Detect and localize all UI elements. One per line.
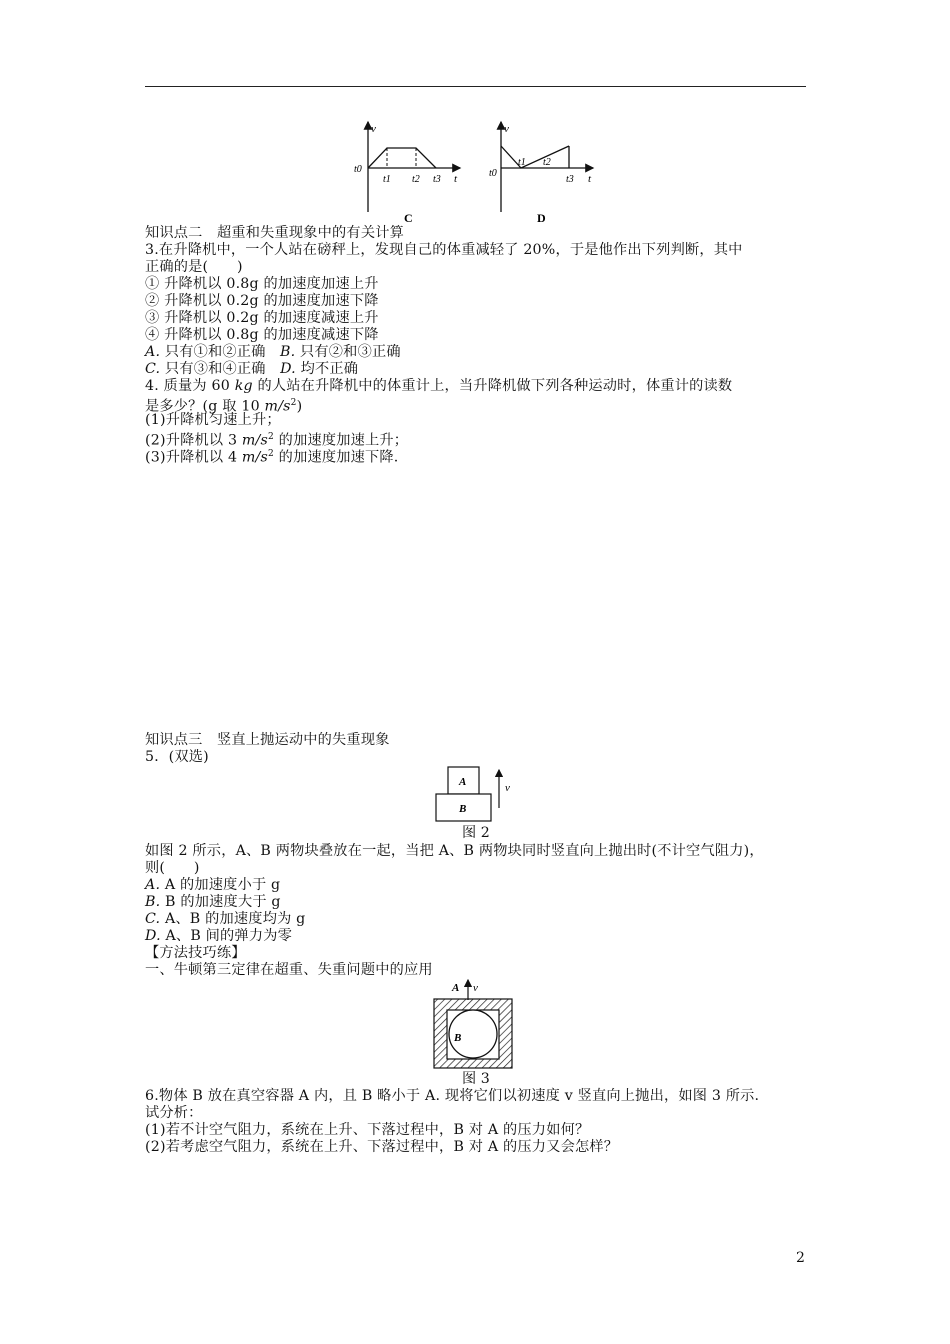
block-a-label: A [459,776,467,788]
graph-d-caption: D [537,211,546,225]
q4-sub1: (1)升降机匀速上升； [145,412,281,428]
q4-text: 是多少？(g 取 10 [145,398,265,415]
q3-item-4: ④ 升降机以 0.8g 的加速度减速下降 [145,327,379,343]
ball-b-label: B [454,1032,462,1044]
t1-label: t1 [383,174,391,185]
q5-option-b: B 的加速度大于 g [160,894,281,910]
figure-2-stacked-blocks [432,764,522,824]
q3-stem-line2: 正确的是( ) [145,259,243,275]
q3-item-1: ① 升降机以 0.8g 的加速度加速上升 [145,276,379,292]
q4-stem-line1 [145,378,732,395]
q5-option-a-letter: A. [145,877,161,893]
header-rule [145,86,806,87]
q3-option-c: 只有③和④正确 [160,361,281,377]
q6-stem-line1: 6.物体 B 放在真空容器 A 内，且 B 略小于 A. 现将它们以初速度 v 竖直向上抛出，如图 3 所示. [145,1088,760,1104]
figure-3-container-ball [430,978,520,1070]
q5-option-c: A、B 的加速度均为 g [160,911,306,927]
q5-option-d-line [145,928,292,945]
q4-text: ) [296,398,303,415]
q4-text: 的加速度加速下降. [273,449,399,466]
t1-label: t1 [518,157,526,168]
t0-label: t0 [354,164,362,175]
q5-stem-line1: 如图 2 所示，A、B 两物块叠放在一起，当把 A、B 两物块同时竖直向上抛出时(不计空气阻力)， [145,843,764,859]
q5-option-b-line [145,894,281,911]
q5-stem-line2: 则( ) [145,860,200,876]
q4-text: 的人站在升降机中的体重计上，当升降机做下列各种运动时，体重计的读数 [252,378,733,394]
figure-3-caption: 图 3 [462,1071,490,1087]
q5-option-d: A、B 间的弹力为零 [160,928,292,944]
methods-heading: 【方法技巧练】 [145,945,246,961]
q3-stem-line1: 3.在升降机中，一个人站在磅秤上，发现自己的体重减轻了 20%，于是他作出下列判断，其中 [145,242,743,258]
q4-text: (2)升降机以 3 [145,432,242,449]
t3-label: t3 [433,174,441,185]
container-a-label: A [452,982,460,994]
t3-label: t3 [566,174,574,185]
q4-sub3 [145,446,399,467]
page-number: 2 [796,1250,805,1266]
unit-kg: kg [234,378,253,394]
q3-item-3: ③ 升降机以 0.2g 的加速度减速上升 [145,310,379,326]
q3-option-a: 只有①和②正确 [160,344,280,360]
t-label: t [454,173,458,185]
q6-sub1: (1)若不计空气阻力，系统在上升、下落过程中，B 对 A 的压力如何？ [145,1122,590,1138]
v-label: v [504,123,509,135]
unit-exponent: 2 [268,432,274,442]
t0-label: t0 [489,168,497,179]
q5-option-d-letter: D. [145,928,161,944]
t-label: t [588,173,592,185]
q3-item-2: ② 升降机以 0.2g 的加速度加速下降 [145,293,379,309]
q3-option-b: 只有②和③正确 [295,344,401,360]
q4-text: (3)升降机以 4 [145,449,242,466]
q6-stem-line2: 试分析： [145,1105,203,1121]
unit-exponent: 2 [290,398,297,408]
methods-subheading: 一、牛顿第三定律在超重、失重问题中的应用 [145,962,433,978]
q4-text: 4. 质量为 60 [145,378,235,394]
velocity-label: v [505,782,510,794]
q5-option-c-line [145,911,305,928]
unit-exponent: 2 [268,449,274,459]
velocity-label: v [473,982,478,994]
unit-ms: m/s [241,432,269,449]
q3-option-d-letter: D. [280,361,296,377]
block-b-label: B [459,803,467,815]
q5-option-a: A 的加速度小于 g [160,877,281,893]
q3-option-d: 均不正确 [295,361,359,377]
q3-options-cd [145,361,358,378]
q3-option-b-letter: B. [279,344,296,360]
q3-option-c-letter: C. [145,361,161,377]
vt-graph-d [487,118,602,228]
unit-ms: m/s [264,398,291,415]
t2-label: t2 [412,174,420,185]
q5-option-a-line [145,877,280,894]
q3-options-ab [145,344,401,361]
velocity-line [368,148,436,168]
q3-option-a-letter: A. [145,344,161,360]
velocity-line [501,146,569,168]
q6-sub2: (2)若考虑空气阻力，系统在上升、下落过程中，B 对 A 的压力又会怎样？ [145,1139,619,1155]
q5-option-b-letter: B. [145,894,161,910]
section3-heading: 知识点三 竖直上抛运动中的失重现象 [145,732,390,748]
q5-option-c-letter: C. [145,911,161,927]
figure-2-caption: 图 2 [462,825,490,841]
t2-label: t2 [543,157,551,168]
vt-graph-c [350,118,475,228]
section2-heading: 知识点二 超重和失重现象中的有关计算 [145,225,404,241]
q5-number: 5．(双选) [145,749,209,765]
graph-c-caption: C [404,211,413,225]
q4-text: 的加速度加速上升； [273,432,409,449]
v-label: v [371,123,376,135]
unit-ms: m/s [241,449,269,466]
